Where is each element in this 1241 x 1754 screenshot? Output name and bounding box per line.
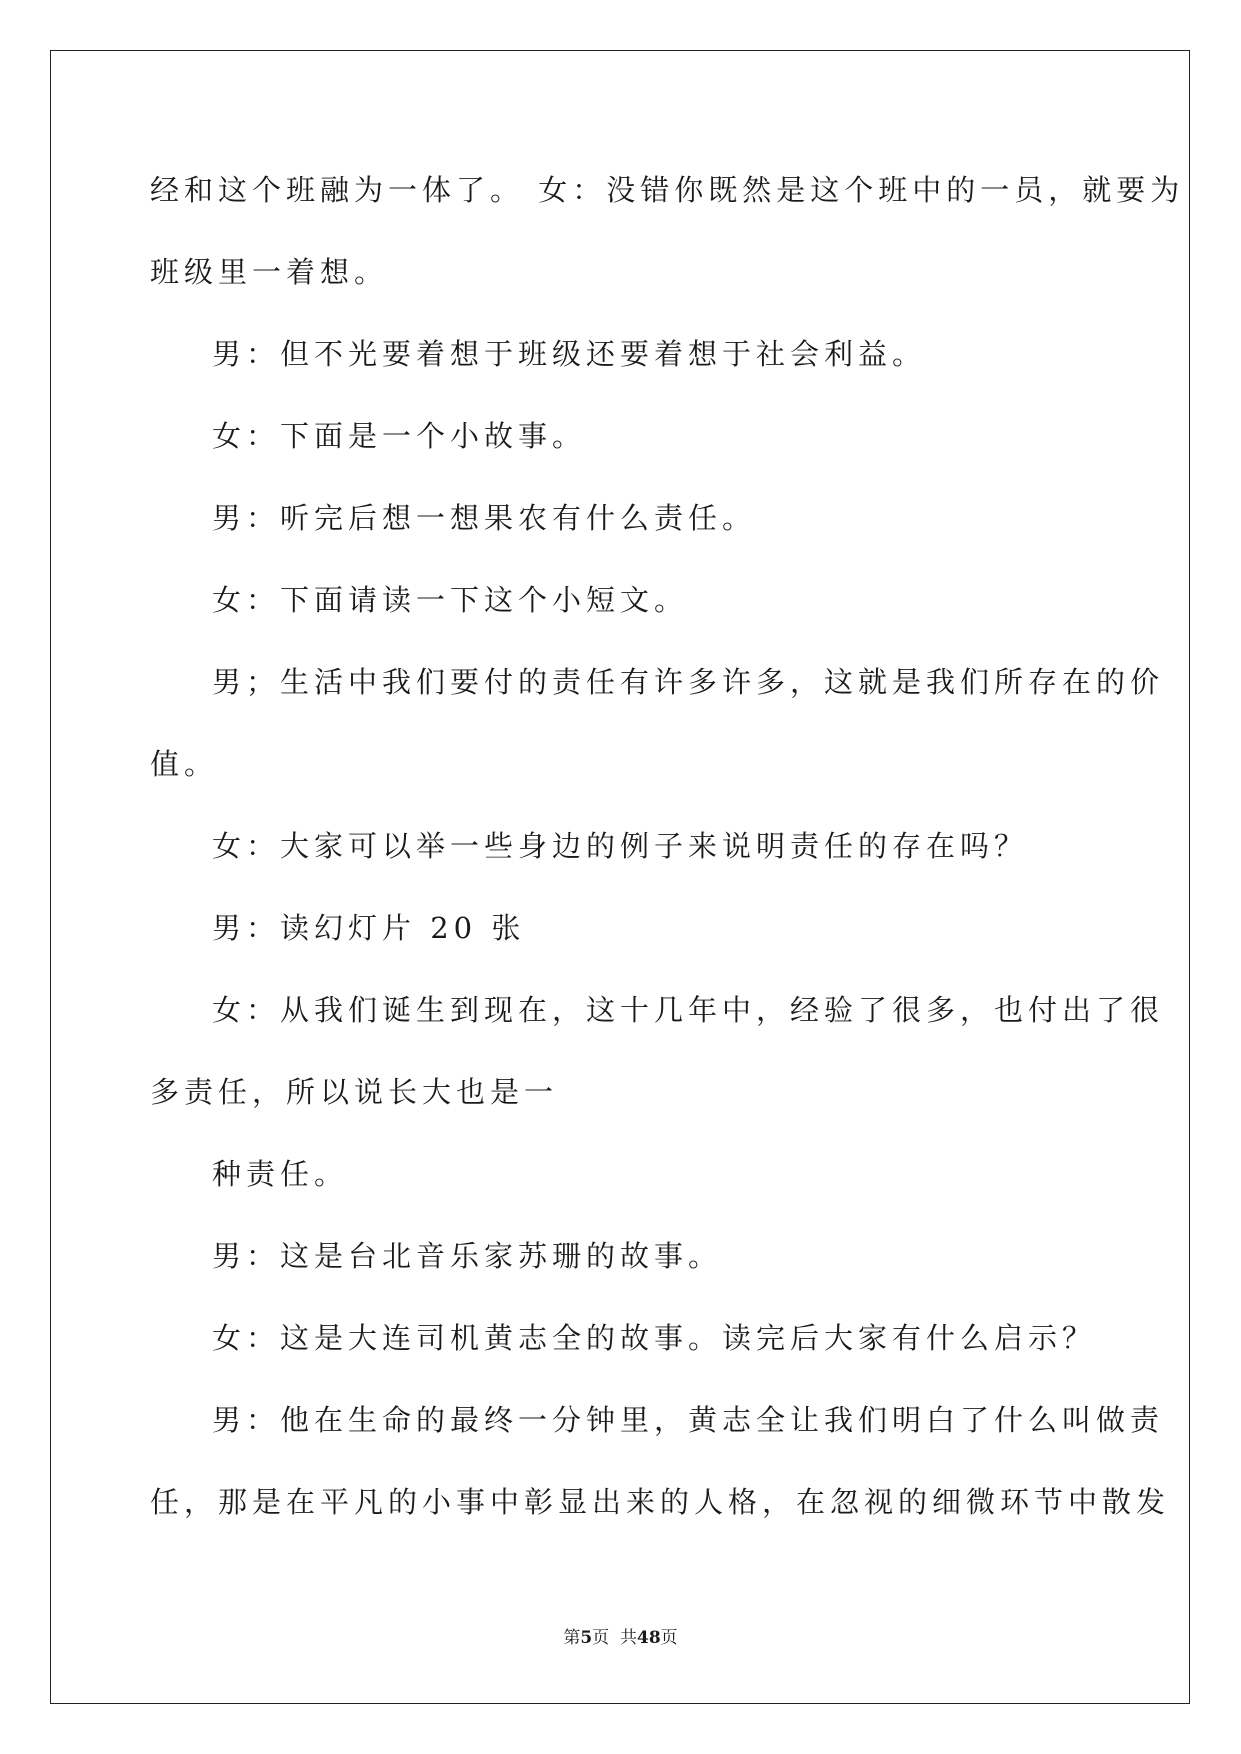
total-pages-number: 48 [636, 1628, 661, 1648]
current-page-number: 5 [580, 1628, 593, 1648]
text-line: 多责任，所以说长大也是一 [150, 1075, 559, 1109]
footer-suffix: 页 [660, 1628, 678, 1648]
text-line: 经和这个班融为一体了。 女：没错你既然是这个班中的一员，就要为 [150, 173, 1185, 207]
text-line: 女：大家可以举一些身边的例子来说明责任的存在吗？ [212, 829, 1029, 863]
text-line: 女：下面请读一下这个小短文。 [212, 583, 689, 617]
text-line: 女：这是大连司机黄志全的故事。读完后大家有什么启示？ [212, 1321, 1097, 1355]
text-line: 男：听完后想一想果农有什么责任。 [212, 501, 757, 535]
text-line: 男；生活中我们要付的责任有许多许多，这就是我们所存在的价 [212, 665, 1165, 699]
text-line: 男：他在生命的最终一分钟里，黄志全让我们明白了什么叫做责 [212, 1403, 1165, 1437]
footer-middle: 页 共 [592, 1628, 637, 1648]
page-border [50, 50, 1190, 1704]
text-line: 班级里一着想。 [150, 255, 389, 289]
text-line: 值。 [150, 747, 219, 781]
footer-prefix: 第 [563, 1628, 581, 1648]
text-line: 男：读幻灯片 20 张 [212, 911, 526, 945]
text-line: 女：从我们诞生到现在，这十几年中，经验了很多，也付出了很 [212, 993, 1165, 1027]
page-footer [0, 1627, 1241, 1649]
text-line: 男：这是台北音乐家苏珊的故事。 [212, 1239, 723, 1273]
text-line: 男：但不光要着想于班级还要着想于社会利益。 [212, 337, 927, 371]
text-line: 种责任。 [212, 1157, 349, 1191]
text-line: 任，那是在平凡的小事中彰显出来的人格，在忽视的细微环节中散发 [150, 1485, 1171, 1519]
text-line: 女：下面是一个小故事。 [212, 419, 587, 453]
